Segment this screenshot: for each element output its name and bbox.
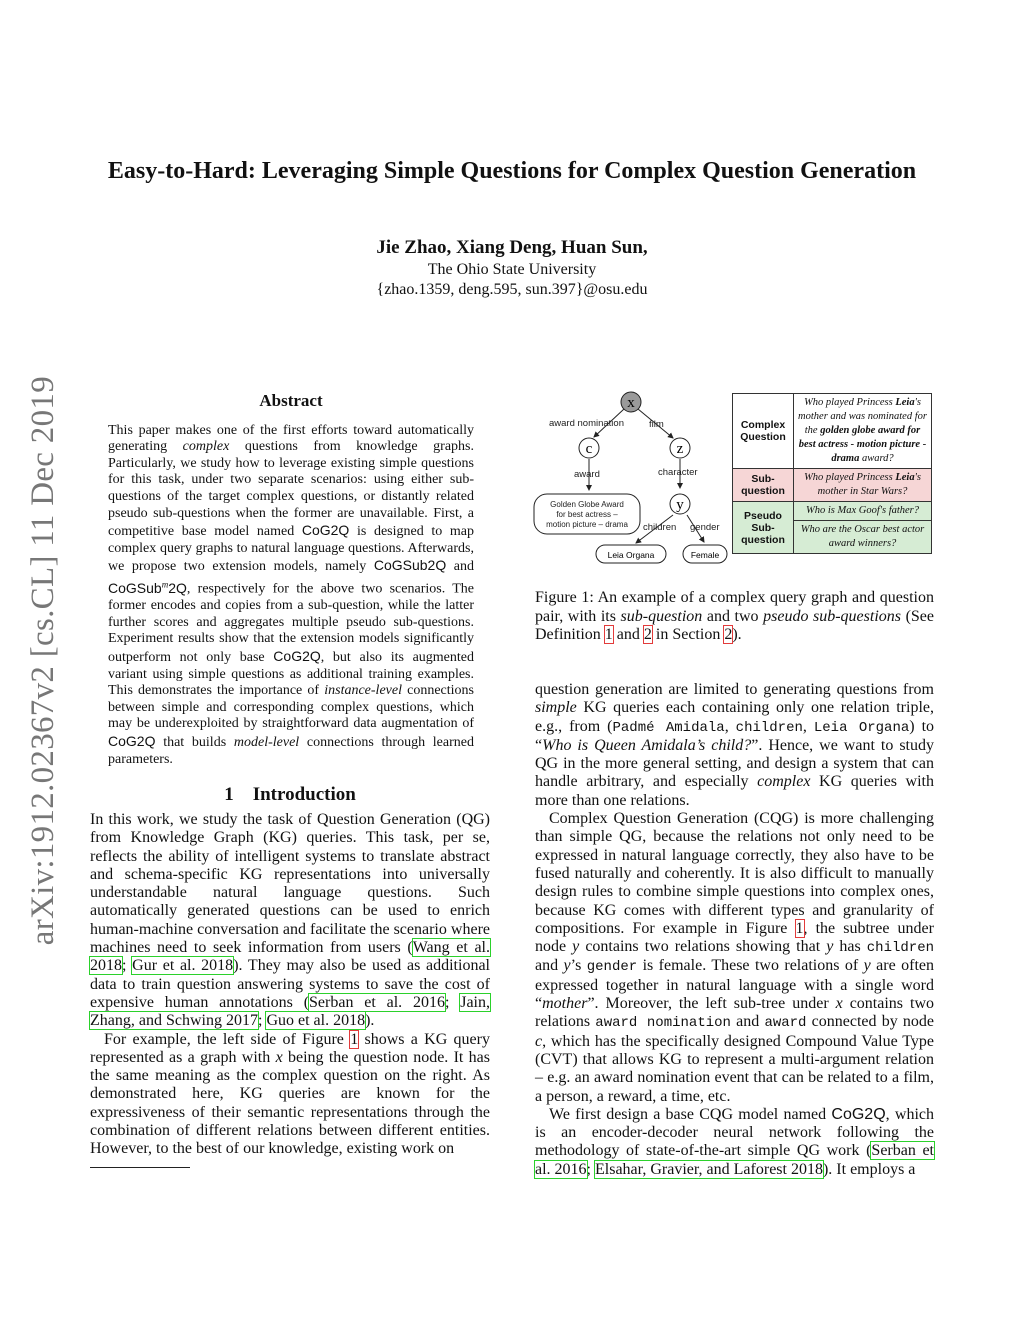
row-label: Sub- question [733, 469, 794, 502]
left-column [90, 811, 490, 1159]
citation-link[interactable]: Wang et al. 2018 [90, 939, 490, 975]
figure-ref-link[interactable]: 1 [795, 919, 804, 937]
question-table [732, 393, 932, 554]
section-heading-introduction: 1 Introduction [224, 784, 356, 805]
complex-question: Who played Princess Leia's mother and was nominated for the golden globe award for best actress - motion picture - drama award? [794, 394, 932, 469]
edge-label: character [658, 467, 698, 478]
table-row [733, 469, 932, 502]
right-column [535, 681, 934, 1179]
definition-ref-link[interactable]: 2 [643, 626, 652, 643]
sub-question: Who played Princess Leia's mother in Star Wars? [794, 469, 932, 502]
model-name: CoGSub$^m$2Q [108, 578, 187, 596]
node-y-label: y [676, 497, 684, 513]
edge-label: children [643, 522, 677, 533]
definition-ref-link[interactable]: 1 [604, 626, 613, 643]
svg-text:Leia Organa: Leia Organa [607, 550, 655, 560]
svg-text:Golden Globe Award: Golden Globe Award [550, 500, 624, 509]
model-name: CoGSub2Q [373, 557, 447, 574]
paragraph: Complex Question Generation (CQG) is more challenging than simple QG, because the relations not only need to be expressed in natural language correctly, they also have to be fused naturally and coherently. It is also difficult to manually design rules to combine simple questions into complex ones, because KG comes with different types and granularity of compositions. For example in Figure 1, the subtree under node y contains two relations showing that y has children and y’s gender is female. These two relations of y are often expressed together in natural language with a single word “mother”. Moreover, the left sub-tree under x contains two relations award nomination and award connected by node c, which has the specifically designed Compound Value Type (CVT) that allows KG to represent a multi-argument relation – e.g. an award nomination event that can be related to a film, a person, a reward, a time, etc. [535, 810, 935, 1105]
svg-text:motion picture – drama: motion picture – drama [546, 520, 628, 529]
node-z-label: z [676, 441, 684, 457]
row-label: Pseudo Sub- question [733, 502, 794, 554]
arxiv-stamp [8, 355, 78, 945]
paragraph: For example, the left side of Figure 1 shows a KG query represented as a graph with x being the question node. It has the same meaning as the complex question on the right. As demonstrated here, KG queries are known for the expressiveness of their semantic representations through the combination of different relations between different entities. However, to the best of our knowledge, existing work on [90, 1030, 491, 1158]
abstract-heading: Abstract [259, 391, 323, 410]
arxiv-id: arXiv:1912.02367v2 [cs.CL] 11 Dec 2019 [24, 375, 61, 945]
pseudo-question: Who are the Oscar best actor award winners? [794, 521, 932, 554]
citation-link[interactable]: Gur et al. 2018 [132, 957, 234, 975]
paper-title: Easy-to-Hard: Leveraging Simple Questions for Complex Question Generation [107, 158, 917, 184]
section-ref-link[interactable]: 2 [724, 626, 733, 643]
svg-text:Female: Female [690, 550, 720, 560]
model-name: CoG2Q [273, 647, 321, 664]
model-name: CoG2Q [301, 522, 350, 539]
paragraph: question generation are limited to generating questions from simple KG queries each containing only one relation triple, e.g., from (Padmé Amidala, children, Leia Organa) to “Who is Queen Amidala’s child?”. Hence, we want to study QG in the more general setting, and design a system that can handle arbitrary, and especially complex KG queries with more than one relations. [535, 681, 935, 809]
author-emails: {zhao.1359, deng.595, sun.397}@osu.edu [376, 281, 648, 298]
edge-label: award [574, 469, 600, 480]
table-row [733, 502, 932, 521]
svg-text:for best actress –: for best actress – [556, 510, 618, 519]
affiliation: The Ohio State University [427, 261, 597, 278]
row-label: Complex Question [733, 394, 794, 469]
citation-link[interactable]: Serban et al. 2016 [309, 993, 445, 1011]
citation-link[interactable]: Jain, Zhang, and Schwing 2017 [90, 993, 490, 1030]
citation-link[interactable]: Serban et al. 2016 [535, 1142, 934, 1178]
author-names: Jie Zhao, Xiang Deng, Huan Sun, [376, 237, 648, 258]
pseudo-question: Who is Max Goof's father? [794, 502, 932, 521]
model-name: CoG2Q [831, 1105, 886, 1123]
citation-link[interactable]: Guo et al. 2018 [266, 1012, 366, 1030]
abstract-text: This paper makes one of the first efforts toward automatically generating complex questions from knowledge graphs. Particularly, we study how to leverage existing simple questions for this task, under two separate scenarios: using either sub-questions of the target complex questions, or distantly related pseudo sub-questions when the former are unavailable. First, a competitive base model named CoG2Q is designed to map complex query graphs to natural language questions. Afterwards, we propose two extension models, namely CoGSub2Q and CoGSub$^m$2Q, respectively for the above two scenarios. The former encodes and copies from a sub-question, while the latter further scores and aggregates multiple pseudo sub-questions. Experiment results show that the extension models significantly outperform not only base CoG2Q, but also its augmented variant using simple questions as additional training examples. This demonstrates the importance of instance-level connections between simple and corresponding complex questions, which may be underexploited by straightforward data augmentation of CoG2Q that builds model-level connections through learned parameters. [108, 422, 475, 767]
author-block [160, 236, 864, 300]
table-row [733, 394, 932, 469]
figure-1 [532, 390, 934, 570]
abstract [108, 393, 474, 768]
paragraph: In this work, we study the task of Question Generation (QG) from Knowledge Graph (KG) queries. This task, per se, reflects the ability of intelligent systems to translate abstract and schema-specific KG representations into universally understandable natural language questions. Such automatically generated questions can be used to enrich human-machine conversation and facilitate the scenario where machines need to seek information from users (Wang et al. 2018; Gur et al. 2018). They may also be used as additional data to train question answering systems to save the cost of expensive human annotations (Serban et al. 2016; Jain, Zhang, and Schwing 2017; Guo et al. 2018). [90, 811, 490, 1030]
figure-ref-link[interactable]: 1 [350, 1030, 359, 1048]
query-graph [532, 390, 732, 570]
edge-label: award nomination [549, 418, 624, 429]
footnote-rule [90, 1167, 190, 1168]
citation-link[interactable]: Elsahar, Gravier, and Laforest 2018 [595, 1160, 823, 1178]
node-c-label: c [585, 441, 593, 457]
paragraph: We first design a base CQG model named CoG2Q, which is an encoder-decoder neural network following the methodology of state-of-the-art simple QG work (Serban et al. 2016; Elsahar, Gravier, and Laforest 2018). It employs a [535, 1105, 935, 1178]
edge-label: film [649, 419, 664, 430]
node-x-label: x [627, 395, 635, 411]
model-name: CoG2Q [108, 732, 156, 749]
edge-label: gender [690, 522, 720, 533]
figure-caption: Figure 1: An example of a complex query graph and question pair, with its sub-question and two pseudo sub-questions (See Definition 1 and 2 in Section 2). [535, 589, 935, 643]
